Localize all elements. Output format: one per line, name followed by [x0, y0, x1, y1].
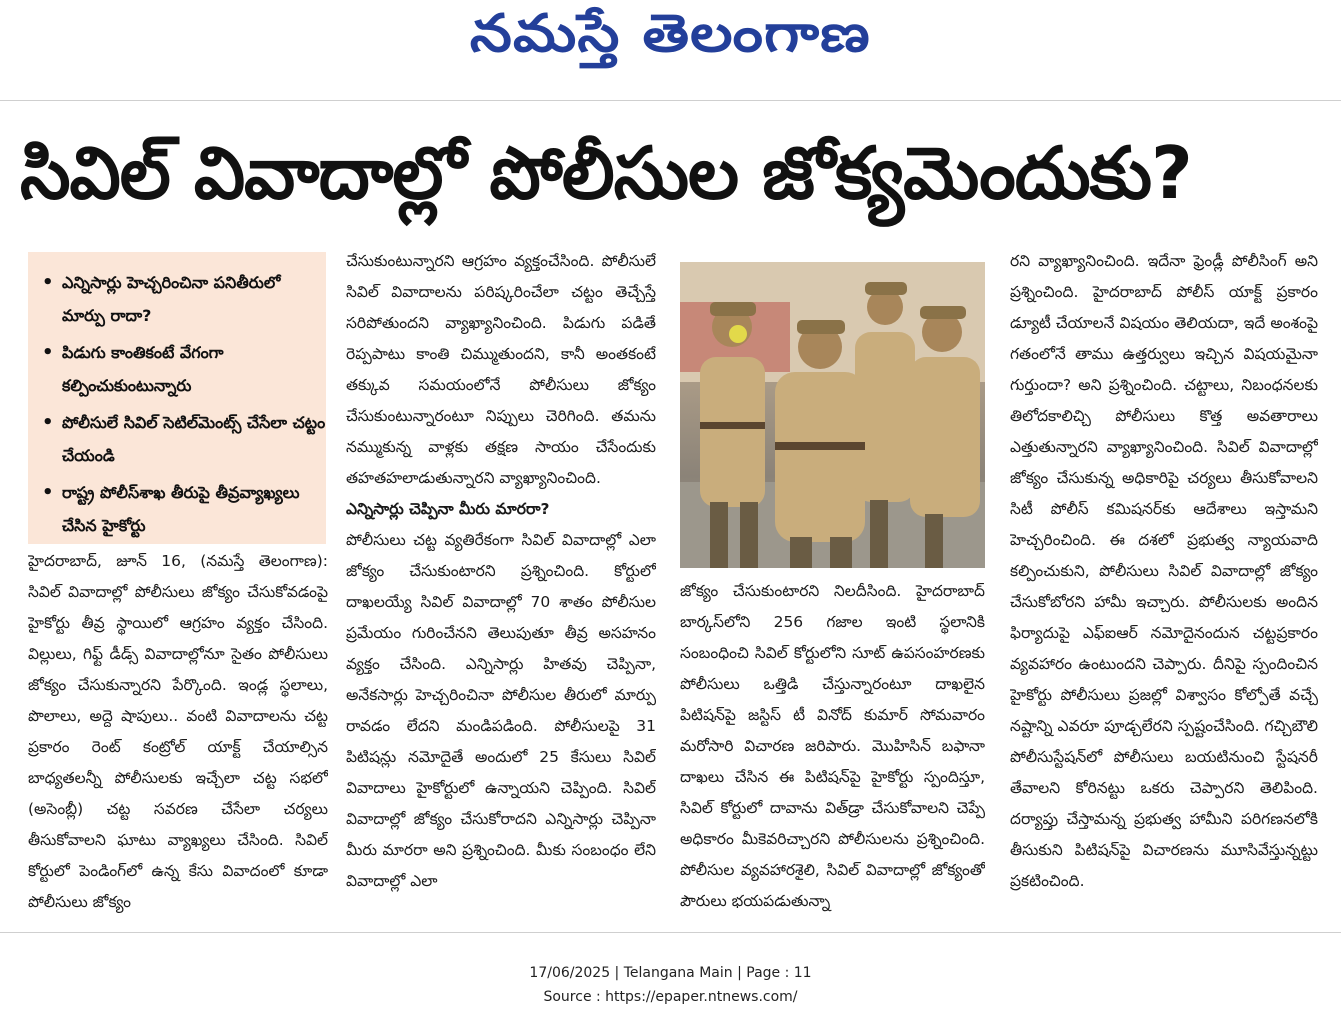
bullet-icon: • — [42, 412, 54, 433]
photo-illustration — [680, 262, 985, 568]
bottom-divider — [0, 932, 1341, 933]
bullet-icon: • — [42, 272, 54, 293]
article-column-1: హైదరాబాద్, జూన్ 16, (నమస్తే తెలంగాణ): సివిల్ వివాదాల్లో పోలీసులు జోక్యం చేసుకోవడంపై హైకోర్టు తీవ్ర స్థాయిలో ఆగ్రహం వ్యక్తం చేసింది. విల్లులు, గిఫ్ట్ డీడ్స్ వివాదాల్లోనూ సైతం పోలీసులు జోక్యం చేసుకున్నారని పేర్కొంది. ఇండ్ల స్థలాలు, పొలాలు, అద్దె షాపులు.. వంటి వివాదాలను చట్ట ప్రకారం రెంట్ కంట్రోల్ యాక్ట్ చేయాల్సిన బాధ్యతలన్నీ పోలీసులకు ఇచ్చేలా చట్ట సభలో (అసెంబ్లీ) చట్ట సవరణ చేసేలా చర్యలు తీసుకోవాలని ఘాటు వ్యాఖ్యలు చేసింది. సివిల్ కోర్టులో పెండింగ్‌లో ఉన్న కేసు వివాదంలో కూడా పోలీసులు జోక్యం — [28, 552, 328, 911]
article-column-2 — [346, 246, 656, 918]
bullet-icon: • — [42, 342, 54, 363]
article-subheading: ఎన్నిసార్లు చెప్పినా మీరు మారరా? — [346, 500, 550, 518]
highlight-item: • రాష్ట్ర పోలీస్‌శాఖ తీరుపై తీవ్రవ్యాఖ్యలు చేసిన హైకోర్టు — [42, 476, 326, 542]
footer-date-page: 17/06/2025 | Telangana Main | Page : 11 — [529, 965, 812, 981]
bullet-icon: • — [42, 482, 54, 503]
article-headline: సివిల్ వివాదాల్లో పోలీసుల జోక్యమెందుకు? — [20, 131, 1192, 215]
highlights-box — [28, 252, 326, 544]
top-divider — [0, 100, 1341, 101]
article-column-3: జోక్యం చేసుకుంటారని నిలదీసింది. హైదరాబాద్ బార్కస్‌లోని 256 గజాల ఇంటి స్థలానికి సంబంధించి సివిల్ కోర్టులోని సూట్ ఉపసంహరణకు పోలీసులు ఒత్తిడి చేస్తున్నారంటూ దాఖలైన పిటిషన్‌పై జస్టిస్ టీ వినోద్ కుమార్ సోమవారం మరోసారి విచారణ జరిపారు. మొహిసిన్ బఫానా దాఖలు చేసిన ఈ పిటిషన్‌పై హైకోర్టు స్పందిస్తూ, సివిల్ కోర్టులో దావాను విత్‌డ్రా చేసుకోవాలని చెప్పే అధికారం మీకెవరిచ్చారని పోలీసులను ప్రశ్నించింది. పోలీసుల వ్యవహారశైలి, సివిల్ వివాదాల్లో జోక్యంతో పౌరులు భయపడుతున్నా — [680, 582, 985, 910]
article-column-4: రని వ్యాఖ్యానించింది. ఇదేనా ఫ్రెండ్లీ పోలీసింగ్ అని ప్రశ్నించింది. హైదరాబాద్ పోలీస్ యాక్ట్ ప్రకారం డ్యూటీ చేయాలనే విషయం తెలియదా, ఇదే అంశంపై గతంలోనే తాము ఉత్తర్వులు ఇచ్చిన విషయమైనా గుర్తుందా? అని ప్రశ్నించింది. చట్టాలు, నిబంధనలకు తిలోదకాలిచ్చి పోలీసులు కొత్త అవతారాలు ఎత్తుతున్నారని వ్యాఖ్యానించింది. సివిల్ వివాదాల్లో జోక్యం చేసుకున్న అధికారిపై చర్యలు తీసుకోవాలని సిటీ పోలీస్ కమిషనర్‌కు ఆదేశాలు ఇస్తామని హెచ్చరించింది. ఈ దశలో ప్రభుత్వ న్యాయవాది కల్పించుకుని, పోలీసులు సివిల్ వివాదాల్లో జోక్యం చేసుకోబోరని హామీ ఇచ్చారు. పోలీసులకు అందిన ఫిర్యాదుపై ఎఫ్ఐఆర్ నమోదైనందున చట్టప్రకారం వ్యవహారం ఉంటుందని చెప్పారు. దీనిపై స్పందించిన హైకోర్టు పోలీసులు ప్రజల్లో విశ్వాసం కోల్పోతే వచ్చే నష్టాన్ని ఎవరూ పూడ్చలేరని స్పష్టంచేసింది. గచ్చిబౌలి పోలీసుస్టేషన్‌లో పోలీసులు బయటినుంచి స్టేషనరీ తేవాలని కోరినట్టు ఒకరు చెప్పారని తెలిపింది. దర్యాప్తు చేస్తామన్న ప్రభుత్వ హామీని పరిగణనలోకి తీసుకుని పిటిషన్‌పై విచారణను మూసివేస్తున్నట్టు ప్రకటించింది. — [1010, 252, 1318, 890]
highlight-item: • ఎన్నిసార్లు హెచ్చరించినా పనితీరులో మార్పు రాదా? — [42, 266, 326, 332]
police-officers-photo — [680, 262, 985, 568]
highlight-item: • పోలీసులే సివిల్ సెటిల్‌మెంట్స్ చేసేలా చట్టం చేయండి — [42, 406, 326, 472]
highlight-item: • పిడుగు కాంతికంటే వేగంగా కల్పించుకుంటున్నారు — [42, 336, 326, 402]
column2-paragraph-1: చేసుకుంటున్నారని ఆగ్రహం వ్యక్తంచేసింది. పోలీసులే సివిల్ వివాదాలను పరిష్కరించేలా చట్టం తెచ్చేస్తే సరిపోతుందని వ్యాఖ్యానించింది. పిడుగు పడితే రెప్పపాటు కాంతి చిమ్ముతుందని, కానీ అంతకంటే తక్కువ సమయంలోనే పోలీసులు జోక్యం చేసుకుంటున్నారంటూ నిప్పులు చెరిగింది. తమను నమ్ముకున్న వాళ్లకు తక్షణ సాయం చేసేందుకు తహతహలాడుతున్నారని వ్యాఖ్యానించింది. — [346, 252, 656, 487]
newspaper-logo: నమస్తే తెలంగాణ — [470, 4, 871, 64]
footer-source: Source : https://epaper.ntnews.com/ — [543, 989, 798, 1005]
masthead — [0, 0, 1341, 78]
column2-paragraph-2: పోలీసులు చట్ట వ్యతిరేకంగా సివిల్ వివాదాల్లో ఎలా జోక్యం చేసుకుంటారని ప్రశ్నించింది. కోర్టులో దాఖలయ్యే సివిల్ వివాదాల్లో 70 శాతం పోలీసుల ప్రమేయం గురించేనని తెలుపుతూ తీవ్ర అసహనం వ్యక్తం చేసింది. ఎన్నిసార్లు హితవు చెప్పినా, అనేకసార్లు హెచ్చరించినా పోలీసుల తీరులో మార్పు రావడం లేదని మండిపడింది. పోలీసులపై 31 పిటిషన్లు నమోదైతే అందులో 25 కేసులు సివిల్ వివాదాలు హైకోర్టులో ఉన్నాయని చెప్పింది. సివిల్ వివాదాల్లో జోక్యం చేసుకోరాదని ఎన్నిసార్లు చెప్పినా మీరు మారరా అని ప్రశ్నించింది. మీకు సంబంధం లేని వివాదాల్లో ఎలా — [346, 531, 656, 890]
